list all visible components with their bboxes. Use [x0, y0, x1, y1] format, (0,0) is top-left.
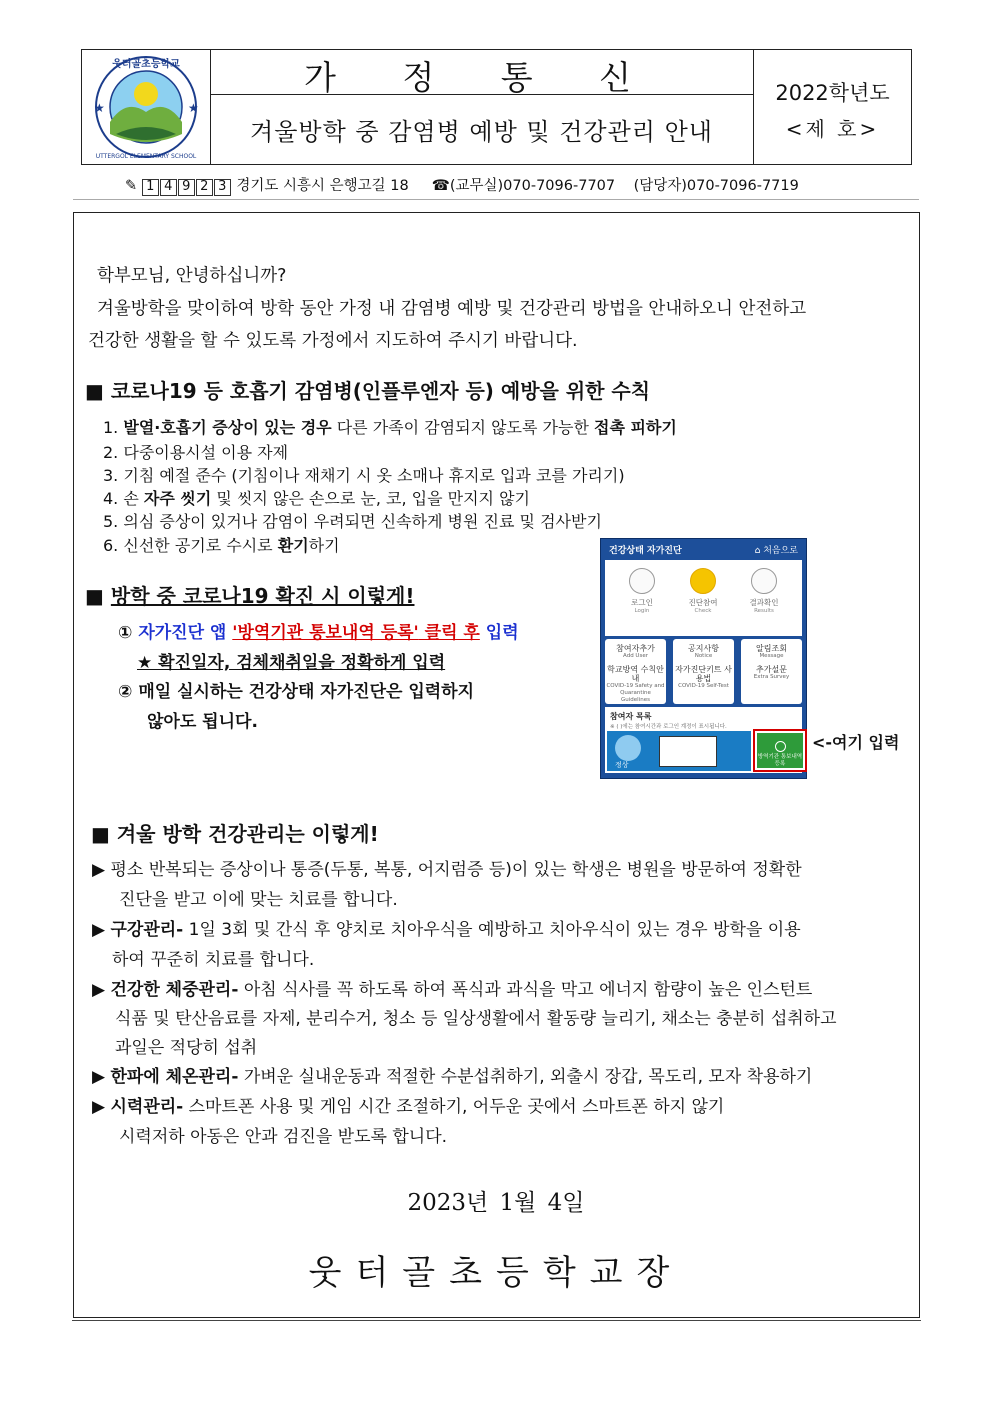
office-phone: ☎(교무실)070-7096-7707 [431, 178, 616, 194]
confirm-step-2-cont: 않아도 됩니다. [147, 712, 258, 732]
title-divider [210, 94, 753, 95]
results-icon [751, 568, 777, 594]
participant-row [607, 731, 751, 771]
principal-signature: 웃터골초등학교장 [308, 1253, 684, 1293]
health-item-5-cont: 시력저하 아동은 안과 검진을 받도록 합니다. [119, 1127, 448, 1147]
postal-code [142, 178, 237, 194]
thermometer-icon [615, 735, 641, 761]
logo-star-icon: ★ [94, 101, 105, 115]
app-home-link: ⌂ 처음으로 [754, 546, 798, 556]
newsletter-title: 가 정 통 신 [304, 58, 659, 97]
issue-cell [754, 50, 911, 164]
app-step-check: 진단참여 Check [678, 568, 728, 614]
postal-digit: 3 [214, 179, 231, 196]
issue-number: <제 호> [785, 117, 880, 141]
tile-self-test: 자가진단키트 사용법 COVID-19 Self-Test [673, 660, 734, 704]
register-button[interactable]: 방역기관 통보내역 등록 [757, 733, 803, 768]
mail-icon: ✎ [125, 178, 138, 194]
logo-star-icon-right: ★ [188, 101, 199, 115]
section1-heading: ■ 코로나19 등 호흡기 감염병(인플루엔자 등) 예방을 위한 수칙 [85, 379, 651, 403]
bullet-icon: ▶ [92, 920, 106, 940]
rule-item-5: 5. 의심 증상이 있거나 감염이 우려되면 신속하게 병원 진료 및 검사받기 [103, 512, 602, 531]
rule-item-4: 4. 손 자주 씻기 및 씻지 않은 손으로 눈, 코, 입을 만지지 않기 [103, 489, 531, 508]
school-logo-cell [82, 50, 211, 164]
header-box [81, 49, 912, 165]
app-step-login: 로그인 Login [617, 568, 667, 614]
rule-item-2: 2. 다중이용시설 이용 자제 [103, 443, 289, 462]
health-item-3: ▶ 건강한 체중관리- 아침 식사를 꼭 하도록 하여 폭식과 과식을 막고 에너지 함량이 높은 인스턴트 [92, 980, 813, 1000]
app-step-results: 결과확인 Results [739, 568, 789, 614]
address-line [125, 174, 799, 196]
address-divider [73, 199, 919, 200]
bullet-icon: ▶ [92, 1097, 106, 1117]
rule-item-1: 1. 발열·호흡기 증상이 있는 경우 다른 가족이 감염되지 않도록 가능한 접촉 피하기 [103, 418, 677, 437]
info-icon [775, 741, 786, 752]
title-cell [210, 50, 754, 164]
self-check-app-screenshot [600, 538, 807, 779]
enter-here-label: <-여기 입력 [812, 733, 900, 752]
logo-text: 웃터골초등학교 [112, 59, 180, 70]
postal-digit: 4 [160, 179, 177, 196]
section3-heading: ■ 겨울 방학 건강관리는 이렇게! [91, 822, 379, 846]
postal-digit: 2 [196, 179, 213, 196]
app-menu-row-2 [605, 665, 802, 704]
health-item-1: ▶ 평소 반복되는 증상이나 통증(두통, 복통, 어지럼증 등)이 있는 학생은 병원을 방문하여 정확한 [92, 860, 802, 880]
rule-item-6: 6. 신선한 공기로 수시로 환기하기 [103, 536, 340, 555]
participant-name-box [659, 736, 717, 767]
confirm-step-1: ① 자가진단 앱 '방역기관 통보내역 등록' 클릭 후 입력 [118, 623, 519, 643]
health-item-2-cont: 하여 꾸준히 치료를 합니다. [112, 950, 315, 970]
login-icon [629, 568, 655, 594]
status-normal: 정상 [615, 761, 629, 769]
health-item-3-cont: 식품 및 탄산음료를 자제, 분리수거, 청소 등 일상생활에서 활동량 늘리기, 채소는 충분히 섭취하고 [115, 1009, 837, 1029]
confirm-step-2: ② 매일 실시하는 건강상태 자가진단은 입력하지 [118, 682, 475, 702]
participant-list-note: ※ ( )에는 참여시간과 로그인 계정이 표시됩니다. [610, 724, 727, 730]
participant-list [605, 707, 802, 773]
school-address: 경기도 시흥시 은행고길 18 [236, 178, 409, 194]
manager-phone: (담당자)070-7096-7719 [633, 178, 799, 194]
school-logo [82, 50, 210, 164]
section2-heading: ■ 방학 중 코로나19 확진 시 이렇게! [85, 584, 415, 608]
bullet-icon: ▶ [92, 860, 106, 880]
health-item-4: ▶ 한파에 체온관리- 가벼운 실내운동과 적절한 수분섭취하기, 외출시 장갑, 목도리, 모자 착용하기 [92, 1067, 813, 1087]
app-steps [605, 560, 802, 636]
tile-add-user: 참여자추가 Add User [605, 639, 666, 679]
participant-list-title: 참여자 목록 [610, 712, 652, 721]
tile-message: 알림조회 Message [741, 639, 802, 679]
bullet-icon: ▶ [92, 980, 106, 1000]
logo-en-text: UTTERGOL ELEMENTARY SCHOOL [95, 153, 197, 160]
postal-digit: 9 [178, 179, 195, 196]
health-item-2: ▶ 구강관리- 1일 3회 및 간식 후 양치로 치아우식을 예방하고 치아우식이 있는 경우 방학을 이용 [92, 920, 801, 940]
app-title: 건강상태 자가진단 [609, 546, 682, 556]
rule-item-3: 3. 기침 예절 준수 (기침이나 재채기 시 옷 소매나 휴지로 입과 코를 가리기) [103, 466, 625, 485]
health-item-1-cont: 진단을 받고 이에 맞는 치료를 합니다. [119, 890, 398, 910]
health-item-3-cont-2: 과일은 적당히 섭취 [115, 1038, 258, 1058]
postal-digit: 1 [142, 179, 159, 196]
intro-line-1: 겨울방학을 맞이하여 방학 동안 가정 내 감염병 예방 및 건강관리 방법을 안내하오니 안전하고 [97, 299, 807, 319]
health-item-5: ▶ 시력관리- 스마트폰 사용 및 게임 시간 조절하기, 어두운 곳에서 스마트폰 하지 않기 [92, 1097, 725, 1117]
intro-line-2: 건강한 생활을 할 수 있도록 가정에서 지도하여 주시기 바랍니다. [88, 331, 578, 351]
app-topbar [601, 539, 806, 559]
tile-school-guidelines: 학교방역 수칙안내 COVID-19 Safety and Quarantine Guidelines [605, 660, 666, 704]
school-year: 2022학년도 [775, 81, 890, 105]
bullet-icon: ▶ [92, 1067, 106, 1087]
tile-notice: 공지사항 Notice [673, 639, 734, 679]
bottom-divider [72, 1320, 921, 1321]
greeting: 학부모님, 안녕하십니까? [97, 266, 287, 286]
newsletter-subtitle: 겨울방학 중 감염병 예방 및 건강관리 안내 [250, 118, 713, 146]
issue-date: 2023년 1월 4일 [407, 1190, 585, 1216]
register-highlight [753, 729, 807, 772]
confirm-note: ★ 확진일자, 검체채취일을 정확하게 입력 [137, 653, 446, 673]
tile-extra-survey: 추가설문 Extra Survey [741, 660, 802, 704]
check-icon [690, 568, 716, 594]
